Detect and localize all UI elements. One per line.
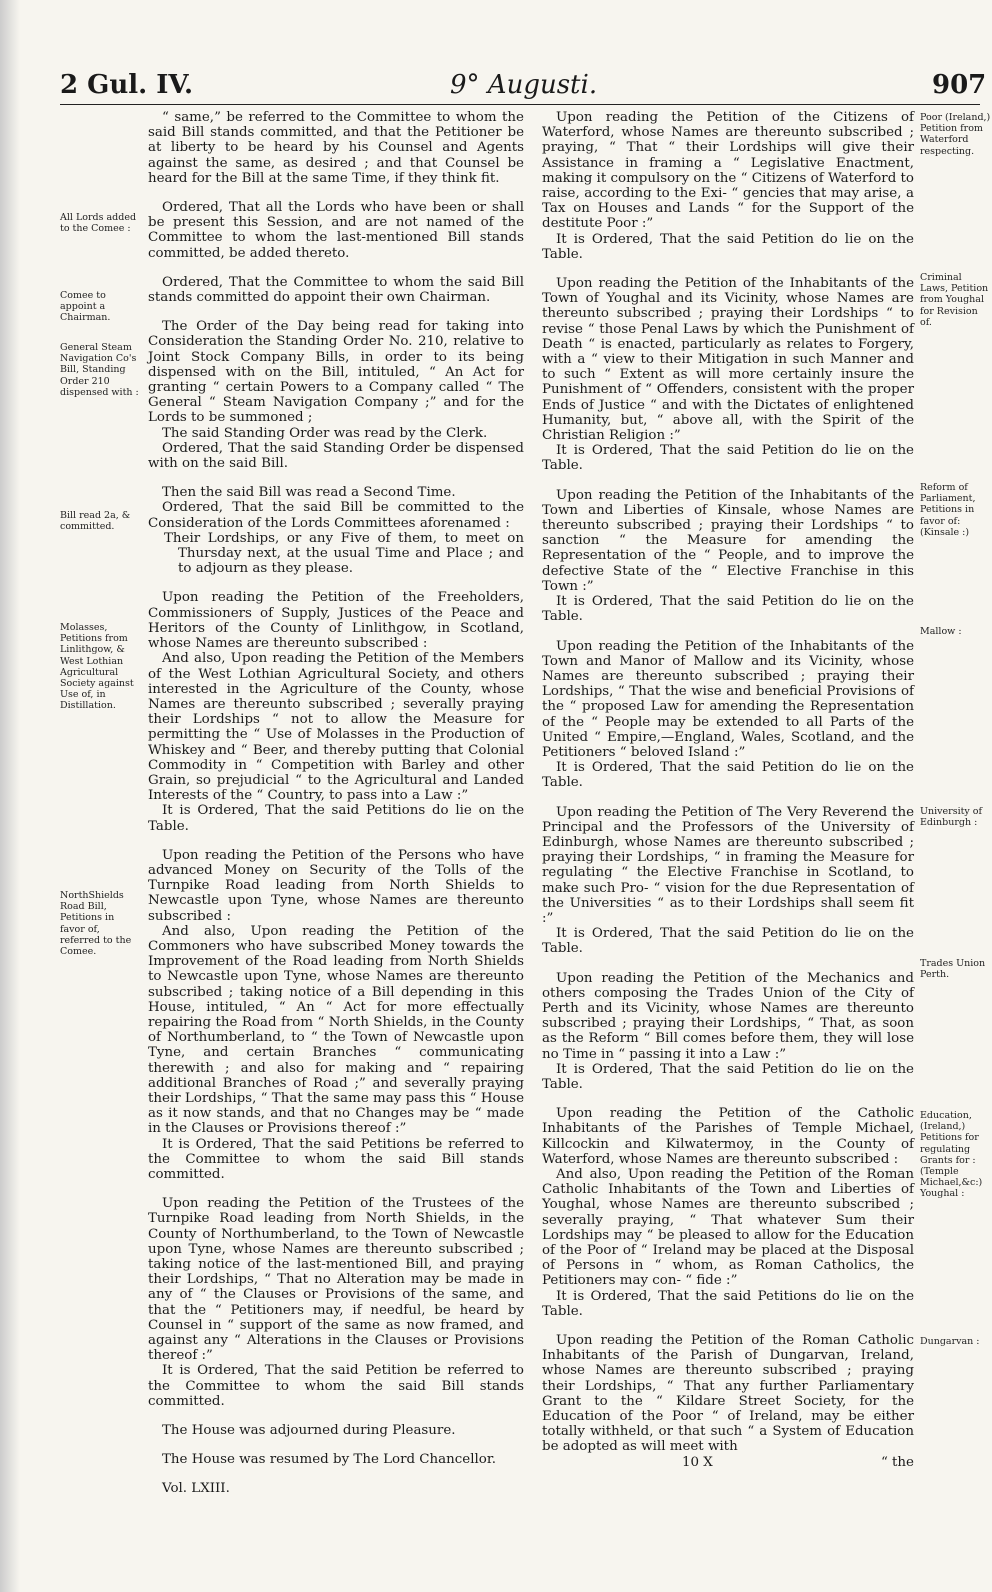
signature-mark: 10 X <box>682 1454 713 1470</box>
paragraph: And also, Upon reading the Petition of the Commoners who have subscribed Money towards the Improvement of the Road leading from North Shields to Newcastle upon Tyne, whose Names are thereunto subscribed ; taking notice of a Bill depending in this House, intituled, “ An “ Act for more effectually repairing the Road from “ North Shields, in the County of Northumberland, to “ the Town of Newcastle upon Tyne, and certain Branches “ communicating therewith ; and also for making and “ repairing additional Branches of Road ;” and severally praying their Lordships, “ That the same may pass this “ House as it now stands, and that no Changes may be “ made in the Clauses or Provisions thereof :” <box>148 923 524 1137</box>
paragraph: Upon reading the Petition of the Freeholders, Commissioners of Supply, Justices of the Peace and Heritors of the County of Linlithgow, in Scotland, whose Names are thereunto subscribed : <box>148 590 524 652</box>
side-note: Criminal Laws, Petition from Youghal for Revision of. <box>920 272 989 328</box>
side-note: Mallow : <box>920 626 962 637</box>
paragraph: It is Ordered, That the said Petition do lie on the Table. <box>542 1061 914 1092</box>
paragraph: Ordered, That all the Lords who have been or shall be present this Session, and are not named of the Committee to whom the last-mentioned Bill stands committed, be added thereto. <box>148 200 524 261</box>
header-page-number: 907 <box>932 70 987 100</box>
paragraph: The said Standing Order was read by the Clerk. <box>162 425 488 441</box>
paragraph: The Order of the Day being read for taking into Consideration the Standing Order No. 210, relative to Joint Stock Company Bills, in order to its being dispensed with on the Bill, intituled, “ An Act for granting “ certain Powers to a Company called “ The General “ Steam Navigation Company ;” and for the Lords to be summoned ; <box>148 319 524 426</box>
paragraph: Upon reading the Petition of the Catholic Inhabitants of the Parishes of Temple Michael, Killcockin and Kilwatermoy, in the County of Waterford, whose Names are thereunto subscribed : <box>542 1106 914 1167</box>
paragraph: It is Ordered, That the said Petition do lie on the Table. <box>542 760 914 791</box>
paragraph: And also, Upon reading the Petition of the Roman Catholic Inhabitants of the Town and Liberties of Youghal, whose Names are thereunto subscribed ; severally praying, “ That whatever Sum their Lordships may “ be pleased to allow for the Education of the Poor of “ Ireland may be placed at the Disposal of Persons in “ whom, as Roman Catholics, the Petitioners may con- “ fide :” <box>542 1167 914 1289</box>
paragraph: It is Ordered, That the said Petition do lie on the Table. <box>542 594 914 625</box>
side-note: Reform of Parliament, Petitions in favor of: (Kinsale :) <box>920 482 976 538</box>
paragraph: It is Ordered, That the said Petition do lie on the Table. <box>542 231 914 262</box>
volume-mark: Vol. LXIII. <box>162 1481 230 1497</box>
paragraph: Upon reading the Petition of the Inhabitants of the Town and Liberties of Kinsale, whose Names are thereunto subscribed ; praying their Lordships “ to sanction “ the Measure for amending the Representation of the “ People, and to improve the defective State of the “ Elective Franchise in this Town :” <box>542 487 914 594</box>
paragraph: And also, Upon reading the Petition of the Members of the West Lothian Agricultural Society, and others interested in the Agriculture of the County, whose Names are thereunto subscribed ; severally praying their Lordships “ not to allow the Measure for permitting the “ Use of Molasses in the Production of Whiskey and “ Beer, and thereby putting that Colonial Commodity in “ Competition with Barley and other Grain, so prejudicial “ to the Agricultural and Landed Interests of the “ Country, to pass into a Law :” <box>148 651 524 804</box>
paragraph: It is Ordered, That the said Petition be referred to the Committee to whom the said Bill stands committed. <box>148 1363 524 1409</box>
side-note: University of Edinburgh : <box>920 806 983 829</box>
paragraph: Upon reading the Petition of the Inhabitants of the Town of Youghal and its Vicinity, whose Names are thereunto subscribed ; praying their Lordships “ to revise “ those Penal Laws by which the Punishment of Death “ is enacted, particularly as relates to Forgery, with a “ view to their Mitigation in such Manner and to such “ Extent as will more certainly insure the Punishment of “ Offenders, consistent with the proper Ends of Justice “ and with the Dictates of enlightened Humanity, but, “ above all, with the Spirit of the Christian Religion :” <box>542 276 914 444</box>
paragraph: Upon reading the Petition of the Mechanics and others composing the Trades Union of the City of Perth and its Vicinity, whose Names are thereunto subscribed ; praying their Lordships, “ That, as soon as the Reform “ Bill comes before them, they will lose no Time in “ passing it into a Law :” <box>542 970 914 1062</box>
paragraph: Upon reading the Petition of the Trustees of the Turnpike Road leading from North Shields, in the County of Northumberland, to the Town of Newcastle upon Tyne, whose Names are thereunto subscribed ; taking notice of the last-mentioned Bill, and praying their Lordships, “ That no Alteration may be made in any of “ the Clauses or Provisions of the same, and that the “ Petitioners may, if needful, be heard by Counsel in “ support of the same as now framed, and against any “ Alterations in the Clauses or Provisions thereof :” <box>148 1196 524 1364</box>
left-column <box>148 110 524 1497</box>
paragraph: It is Ordered, That the said Petition do lie on the Table. <box>542 443 914 474</box>
paragraph: Ordered, That the said Bill be committed to the Consideration of the Lords Committees aforenamed : <box>148 500 524 531</box>
header-date: 9° Augusti. <box>450 70 598 100</box>
paragraph: Upon reading the Petition of the Persons who have advanced Money on Security of the Tolls of the Turnpike Road leading from North Shields to Newcastle upon Tyne, whose Names are thereunto subscribed : <box>148 847 524 924</box>
side-note: Trades Union Perth. <box>920 958 986 981</box>
paragraph: “ same,” be referred to the Committee to whom the said Bill stands committed, and that the Petitioner be at liberty to be heard by his Counsel and Agents against the same, as desired ; and that Counsel be heard for the Bill at the same Time, if they think fit. <box>148 110 524 186</box>
side-note: General Steam Navigation Co's Bill, Standing Order 210 dispensed with : <box>60 342 139 398</box>
header-regnal-year: 2 Gul. IV. <box>60 70 194 100</box>
side-note: Dungarvan : <box>920 1336 980 1347</box>
paragraph: Upon reading the Petition of the Inhabitants of the Town and Manor of Mallow and its Vicinity, whose Names are thereunto subscribed ; praying their Lordships, “ That the wise and beneficial Provisions of the “ proposed Law for amending the Representation of the “ People may be extended to all Parts of the United “ Empire,—England, Wales, Scotland, and the Petitioners “ beloved Island :” <box>542 638 914 760</box>
side-note: Education, (Ireland,) Petitions for regulating Grants for : (Temple Michael,&c:) Youghal : <box>920 1110 983 1200</box>
side-note: Comee to appoint a Chairman. <box>60 290 111 324</box>
paragraph: Ordered, That the Committee to whom the said Bill stands committed do appoint their own Chairman. <box>148 274 524 306</box>
header-rule <box>60 104 980 105</box>
paragraph: It is Ordered, That the said Petitions do lie on the Table. <box>542 1288 914 1319</box>
side-note: Molasses, Petitions from Linlithgow, & West Lothian Agricultural Society against Use of, in Distillation. <box>60 622 134 712</box>
paragraph: Upon reading the Petition of The Very Reverend the Principal and the Professors of the University of Edinburgh, whose Names are thereunto subscribed ; praying their Lordships, “ in framing the Measure for regulating “ the Elective Franchise in Scotland, to make such Pro- “ vision for the due Representation of the Universities “ as to their Lordships shall seem fit :” <box>542 804 914 926</box>
paragraph: The House was resumed by The Lord Chancellor. <box>162 1452 497 1468</box>
paragraph: The House was adjourned during Pleasure. <box>162 1423 456 1439</box>
page-edge-shadow <box>0 0 20 1592</box>
paragraph: Then the said Bill was read a Second Time. <box>162 485 456 501</box>
paragraph: It is Ordered, That the said Petitions do lie on the Table. <box>148 803 524 834</box>
page-footer <box>542 1455 914 1470</box>
paragraph: It is Ordered, That the said Petition do lie on the Table. <box>542 926 914 957</box>
paragraph: Upon reading the Petition of the Roman Catholic Inhabitants of the Parish of Dungarvan, Ireland, whose Names are thereunto subscribed ; praying their Lordships, “ That any further Parliamentary Grant to the “ Kildare Street Society, for the Education of the Poor “ of Ireland, may be either totally withheld, or that such “ a System of Education be adopted as will meet with <box>542 1333 914 1455</box>
right-column <box>542 110 914 1470</box>
side-note: Poor (Ireland,) Petition from Waterford respecting. <box>920 112 991 157</box>
paragraph: Their Lordships, or any Five of them, to meet on Thursday next, at the usual Time and Place ; and to adjourn as they please. <box>164 530 524 577</box>
paragraph: Upon reading the Petition of the Citizens of Waterford, whose Names are thereunto subscribed ; praying, “ That “ their Lordships will give their Assistance in framing a “ Legislative Enactment, making it compulsory on the “ Citizens of Waterford to raise, according to the Exi- “ gencies that may arise, a Tax on Houses and Lands “ for the Support of the destitute Poor :” <box>542 110 914 232</box>
catchword: “ the <box>880 1454 914 1470</box>
side-note: Bill read 2a, & committed. <box>60 510 131 533</box>
side-note: All Lords added to the Comee : <box>60 212 137 235</box>
paragraph: It is Ordered, That the said Petitions be referred to the Committee to whom the said Bill stands committed. <box>148 1136 524 1182</box>
side-note: NorthShields Road Bill, Petitions in favor of, referred to the Comee. <box>60 890 132 958</box>
paragraph: Ordered, That the said Standing Order be dispensed with on the said Bill. <box>148 440 524 472</box>
